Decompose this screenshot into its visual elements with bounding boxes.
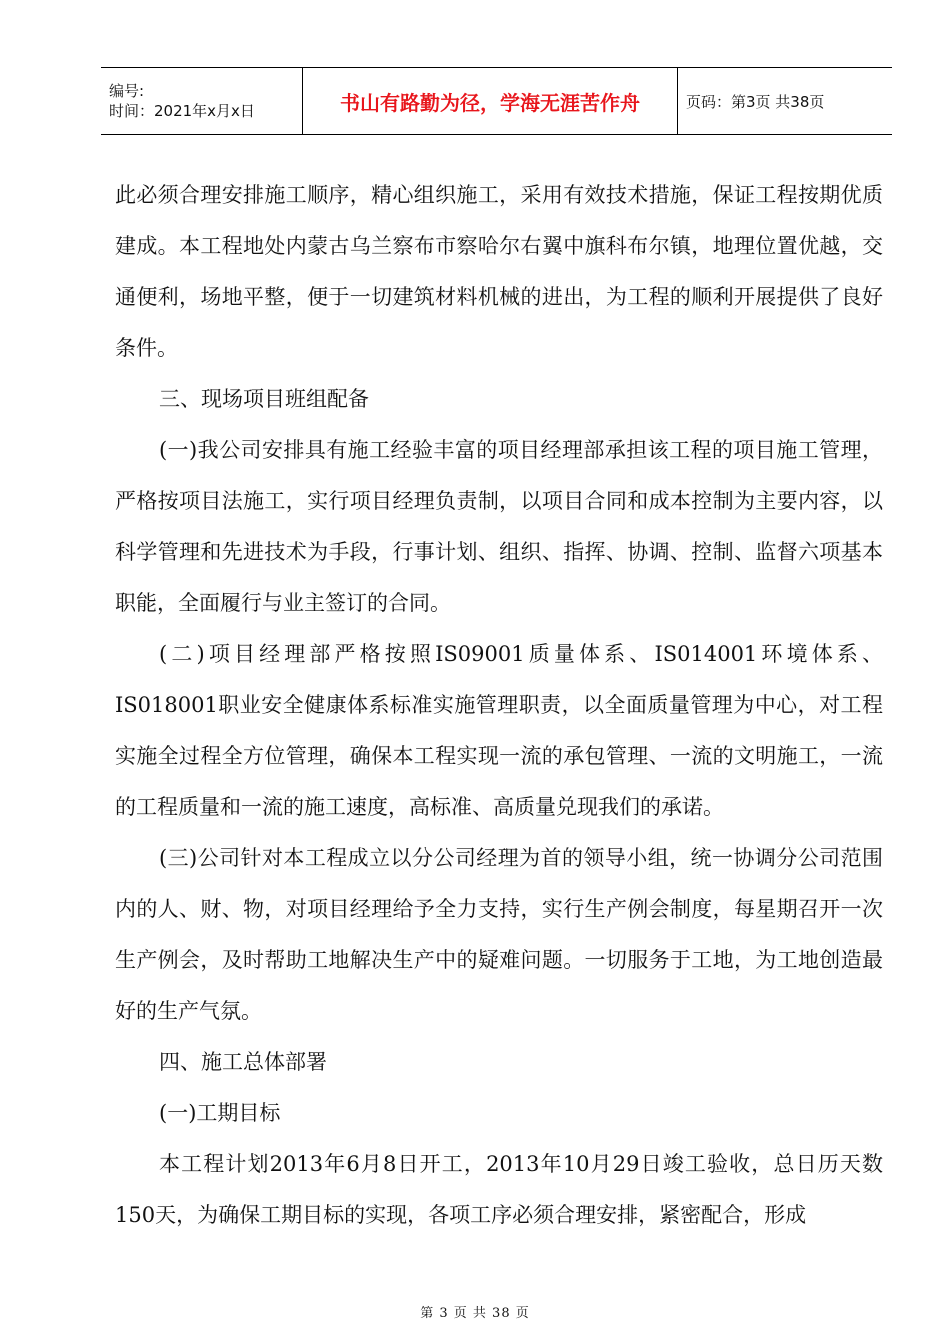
- document-body: [115, 170, 883, 1241]
- paragraph-item-2: (二)项目经理部严格按照IS09001质量体系、IS014001环境体系、IS018001职业安全健康体系标准实施管理职责，以全面质量管理为中心，对工程实施全过程全方位管理，确保本工程实现一流的承包管理、一流的文明施工，一流的工程质量和一流的施工速度，高标准、高质量兑现我们的承诺。: [115, 642, 883, 819]
- paragraph-schedule: 本工程计划2013年6月8日开工，2013年10月29日竣工验收，总日历天数150天，为确保工期目标的实现，各项工序必须合理安排，紧密配合，形成: [115, 1152, 883, 1227]
- footer-page-number: 第 3 页 共 38 页: [420, 1306, 530, 1321]
- header-motto: [303, 68, 678, 134]
- subsection-heading-schedule: (一)工期目标: [159, 1101, 281, 1125]
- document-number-label: 编号:: [109, 82, 145, 100]
- header-meta: [101, 68, 303, 134]
- document-time-label: 时间：2021年x月x日: [109, 102, 255, 120]
- page-number-label: 页码：第3页 共38页: [686, 92, 825, 111]
- paragraph-item-1: (一)我公司安排具有施工经验丰富的项目经理部承担该工程的项目施工管理，严格按项目法施工，实行项目经理负责制，以项目合同和成本控制为主要内容，以科学管理和先进技术为手段，行事计划、组织、指挥、协调、控制、监督六项基本职能，全面履行与业主签订的合同。: [115, 438, 883, 615]
- page-footer: [0, 1302, 950, 1321]
- section-heading-3: 三、现场项目班组配备: [159, 387, 369, 411]
- page-header: [101, 67, 892, 135]
- header-page-info: [678, 68, 892, 134]
- paragraph-item-3: (三)公司针对本工程成立以分公司经理为首的领导小组，统一协调分公司范围内的人、财、物，对项目经理给予全力支持，实行生产例会制度，每星期召开一次生产例会，及时帮助工地解决生产中的疑难问题。一切服务于工地，为工地创造最好的生产气氛。: [115, 846, 883, 1023]
- section-heading-4: 四、施工总体部署: [159, 1050, 327, 1074]
- paragraph-continuation: 此必须合理安排施工顺序，精心组织施工，采用有效技术措施，保证工程按期优质建成。本工程地处内蒙古乌兰察布市察哈尔右翼中旗科布尔镇，地理位置优越，交通便利，场地平整，便于一切建筑材料机械的进出，为工程的顺利开展提供了良好条件。: [115, 183, 883, 360]
- motto-text: 书山有路勤为径，学海无涯苦作舟: [340, 90, 640, 115]
